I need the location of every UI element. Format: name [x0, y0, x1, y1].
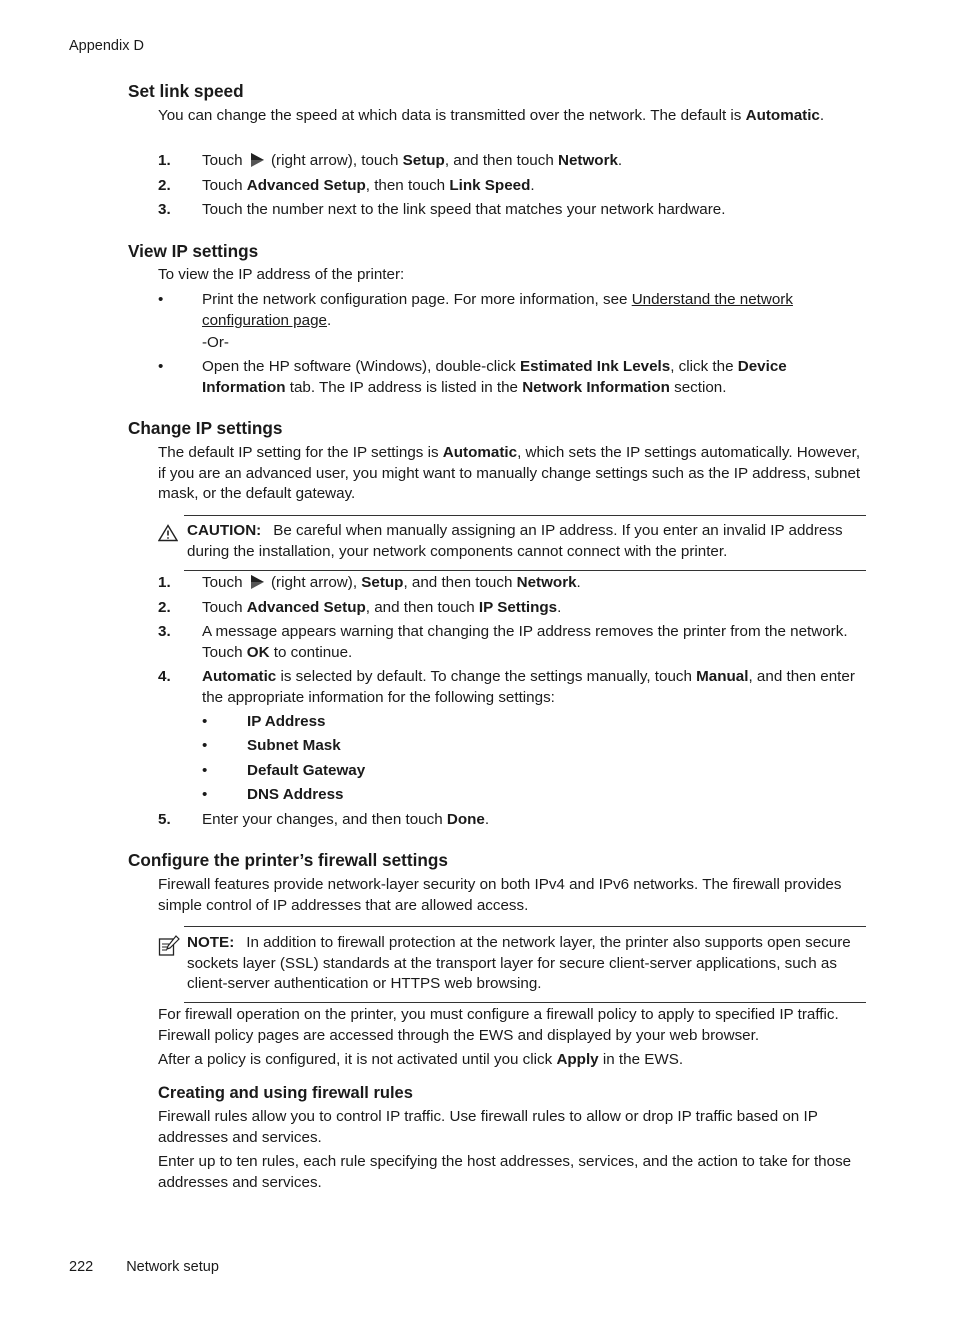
firewall-para-1: For firewall operation on the printer, you must configure a firewall policy to apply to specified IP traffic. Firewall policy pages are accessed through the EWS and displayed by your web browser. [158, 1006, 839, 1044]
network-config-page-link[interactable]: Understand the network configuration page [202, 291, 793, 329]
section-heading-firewall: Configure the printer’s firewall settings [128, 850, 448, 870]
section-heading-link-speed: Set link speed [128, 81, 244, 101]
view-ip-bullet-1: • Print the network configuration page. For more information, see Understand the network configuration page. -Or- [158, 290, 870, 354]
setting-item-default-gateway: • Default Gateway [202, 762, 366, 779]
warning-triangle-icon [158, 524, 178, 542]
caution-bottom-rule [184, 570, 866, 571]
firewall-rules-para-2: Enter up to ten rules, each rule specifying the host addresses, services, and the action to take for those addresses and services. [158, 1153, 852, 1191]
setting-item-dns-address: • DNS Address [202, 786, 344, 803]
change-ip-step-1: 1. Touch (right arrow), Setup, and then touch Network. [158, 574, 581, 591]
link-speed-intro: You can change the speed at which data is transmitted over the network. The default is Automatic. [158, 107, 825, 124]
footer-section-title: Network setup [126, 1259, 219, 1275]
or-separator: -Or- [202, 334, 229, 351]
link-speed-step-3: 3. Touch the number next to the link speed that matches your network hardware. [158, 201, 726, 218]
subheading-firewall-rules: Creating and using firewall rules [158, 1084, 413, 1102]
page-footer [69, 1257, 219, 1278]
view-ip-intro: To view the IP address of the printer: [158, 266, 405, 283]
firewall-intro: Firewall features provide network-layer security on both IPv4 and IPv6 networks. The firewall provides simple control of IP addresses that are allowed access. [158, 876, 842, 914]
caution-callout: CAUTION: Be careful when manually assigning an IP address. If you enter an invalid IP address during the installation, your network components cannot connect with the printer. [158, 515, 866, 571]
section-heading-view-ip: View IP settings [128, 241, 259, 261]
right-arrow-icon [249, 574, 265, 590]
link-speed-step-1: 1. Touch (right arrow), touch Setup, and then touch Network. [158, 152, 623, 169]
firewall-para-2: After a policy is configured, it is not activated until you click Apply in the EWS. [158, 1051, 684, 1068]
firewall-rules-para-1: Firewall rules allow you to control IP traffic. Use firewall rules to allow or drop IP traffic based on IP addresses and services. [158, 1108, 818, 1146]
change-ip-step-3: 3. A message appears warning that changing the IP address removes the printer from the network. Touch OK to continue. [158, 623, 848, 661]
running-head: Appendix D [69, 38, 144, 54]
change-ip-intro: The default IP setting for the IP settings is Automatic, which sets the IP settings automatically. However, if you are an advanced user, you might want to manually change settings such as the IP address, subnet mask, or the default gateway. [158, 444, 861, 502]
setting-item-subnet-mask: • Subnet Mask [202, 737, 341, 754]
setting-item-ip-address: • IP Address [202, 713, 326, 730]
page-number: 222 [69, 1259, 94, 1275]
section-heading-change-ip: Change IP settings [128, 418, 283, 438]
note-callout: NOTE: In addition to firewall protection at the network layer, the printer also supports open secure sockets layer (SSL) standards at the transport layer for secure client-server applications, such as client-server authentication or HTTPS web browsing. [158, 926, 866, 1003]
view-ip-bullet-2: • Open the HP software (Windows), double-click Estimated Ink Levels, click the Device Information tab. The IP address is listed in the Network Information section. [158, 358, 787, 396]
change-ip-step-5: 5. Enter your changes, and then touch Done. [158, 811, 490, 828]
change-ip-step-4: 4. Automatic is selected by default. To change the settings manually, touch Manual, and then enter the appropriate information for the following settings: [158, 668, 855, 706]
right-arrow-icon [249, 152, 265, 168]
note-bottom-rule [184, 1002, 866, 1003]
change-ip-step-2: 2. Touch Advanced Setup, and then touch IP Settings. [158, 599, 562, 616]
link-speed-step-2: 2. Touch Advanced Setup, then touch Link Speed. [158, 177, 535, 194]
note-pencil-icon [158, 935, 180, 957]
